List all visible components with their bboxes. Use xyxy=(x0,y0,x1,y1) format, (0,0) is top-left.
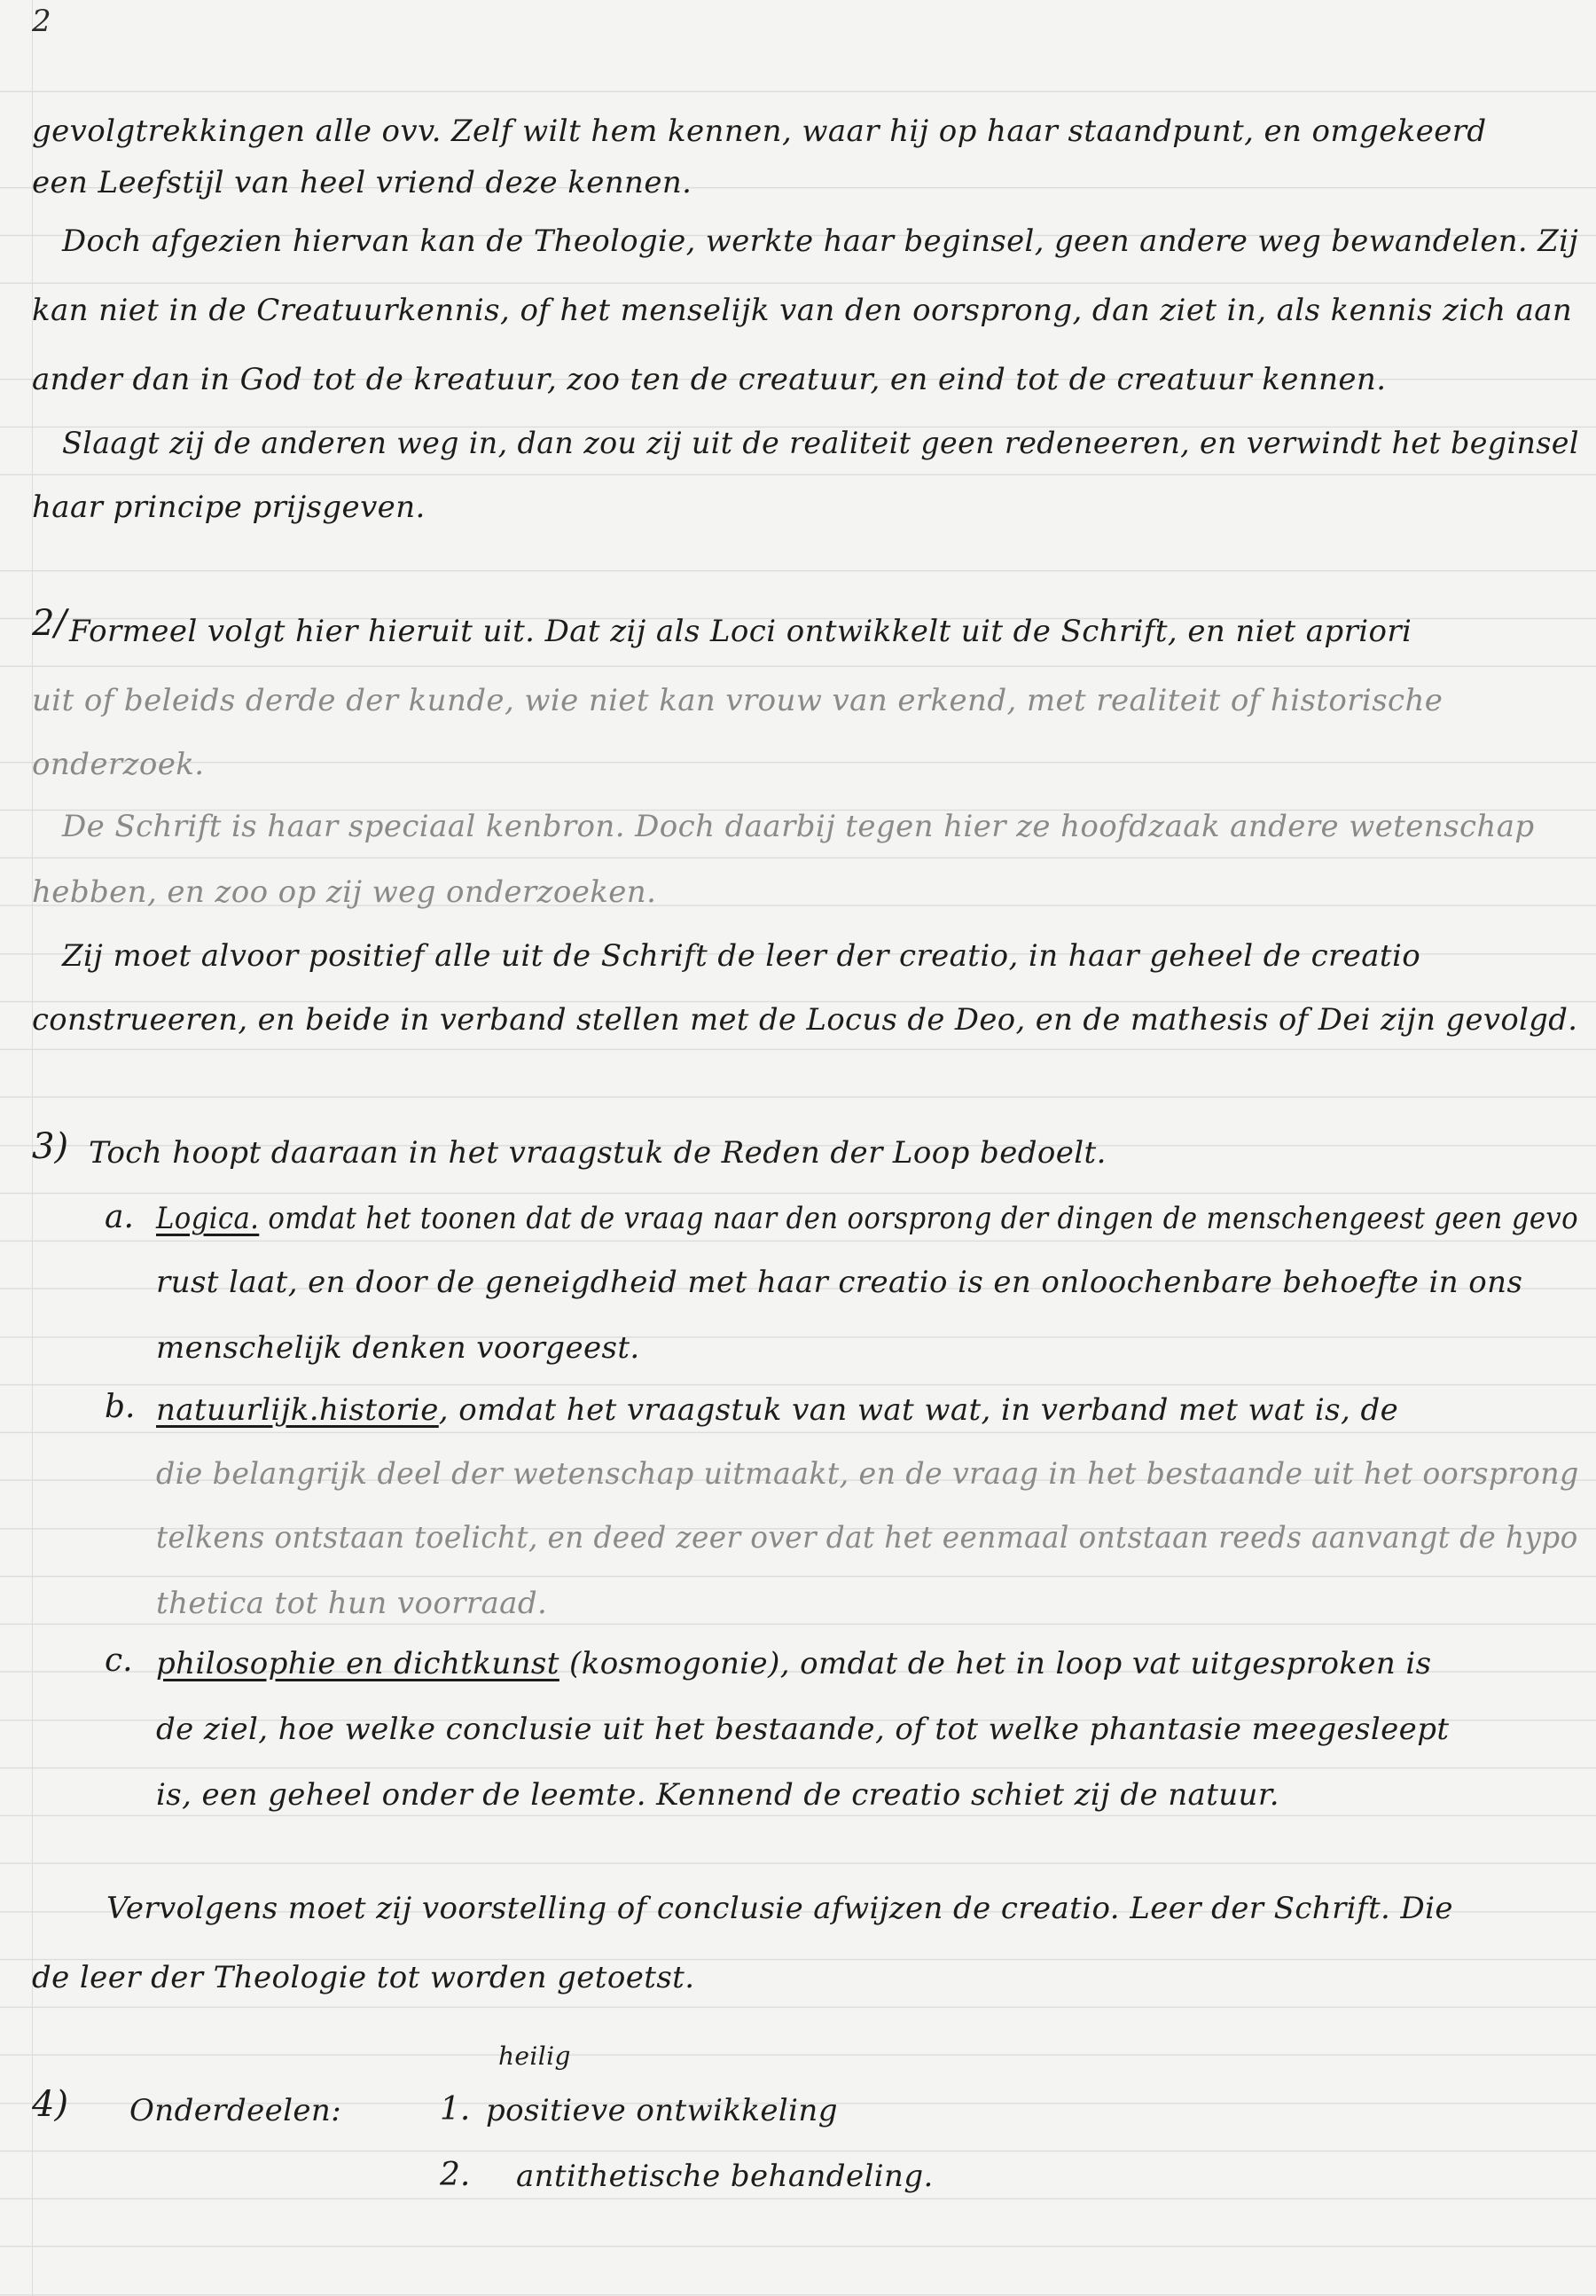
text-line: De Schrift is haar speciaal kenbron. Doch daarbij tegen hier ze hoofdzaak andere wetenschap xyxy=(62,809,1535,844)
text-line: de leer der Theologie tot worden getoetst. xyxy=(32,1960,695,1995)
text-line: Slaagt zij de anderen weg in, dan zou zij uit de realiteit geen redeneeren, en verwindt het beginsel xyxy=(62,426,1579,461)
text-line: de ziel, hoe welke conclusie uit het bestaande, of tot welke phantasie meegesleept xyxy=(156,1712,1450,1747)
text-line: telkens ontstaan toelicht, en deed zeer over dat het eenmaal ontstaan reeds aanvangt de hypo xyxy=(156,1520,1578,1555)
text-line: Toch hoopt daaraan in het vraagstuk de Reden der Loop bedoelt. xyxy=(89,1135,1107,1171)
item-number-1: 1. xyxy=(440,2091,471,2128)
subdivisions-label: Onderdeelen: xyxy=(129,2093,342,2128)
item-marker-b: b. xyxy=(105,1389,136,1425)
item-heading: natuurlijk.historie xyxy=(156,1392,439,1428)
text-line xyxy=(156,1646,1431,1681)
text-line: gevolgtrekkingen alle ovv. Zelf wilt hem kennen, waar hij op haar staandpunt, en omgekeerd xyxy=(32,114,1487,149)
text-line: is, een geheel onder de leemte. Kennend de creatio schiet zij de natuur. xyxy=(156,1777,1279,1813)
item-text: omdat het toonen dat de vraag naar den oorsprong der dingen de menschengeest geen gevo xyxy=(268,1201,1579,1236)
text-line: die belangrijk deel der wetenschap uitmaakt, en de vraag in het bestaande uit het oorsprong xyxy=(156,1456,1579,1492)
item-text: (kosmogonie), omdat de het in loop vat uitgesproken is xyxy=(559,1646,1432,1681)
text-line: onderzoek. xyxy=(32,747,205,782)
item-heading: Logica. xyxy=(156,1201,260,1236)
text-line: rust laat, en door de geneigdheid met haar creatio is en onloochenbare behoefte in ons xyxy=(156,1265,1523,1300)
text-line: kan niet in de Creatuurkennis, of het menselijk van den oorsprong, dan ziet in, als kennis zich aan xyxy=(32,293,1573,328)
item-text: , omdat het vraagstuk van wat wat, in verband met wat is, de xyxy=(438,1392,1399,1428)
text-line: Zij moet alvoor positief alle uit de Schrift de leer der creatio, in haar geheel de creatio xyxy=(62,938,1421,974)
item-heading: philosophie en dichtkunst xyxy=(156,1646,559,1681)
page-number: 2 xyxy=(32,4,51,39)
text-line: Formeel volgt hier hieruit uit. Dat zij als Loci ontwikkelt uit de Schrift, en niet apriori xyxy=(69,614,1412,649)
section-marker-4: 4) xyxy=(32,2084,69,2125)
text-line: hebben, en zoo op zij weg onderzoeken. xyxy=(32,874,657,910)
section-marker-3: 3) xyxy=(32,1126,69,1167)
section-marker-2: 2/ xyxy=(32,603,66,644)
text-line: Doch afgezien hiervan kan de Theologie, werkte haar beginsel, geen andere weg bewandelen. Zij xyxy=(62,223,1579,259)
item-marker-a: a. xyxy=(105,1199,134,1235)
text-line: haar principe prijsgeven. xyxy=(32,490,426,525)
interlinear-note: heilig xyxy=(498,2041,571,2071)
text-line: ander dan in God tot de kreatuur, zoo ten de creatuur, en eind tot de creatuur kennen. xyxy=(32,362,1387,397)
subdivision-item: antithetische behandeling. xyxy=(516,2159,934,2194)
text-line: een Leefstijl van heel vriend deze kennen. xyxy=(32,165,692,200)
text-line: thetica tot hun voorraad. xyxy=(156,1586,548,1621)
item-marker-c: c. xyxy=(105,1642,133,1679)
text-line: uit of beleids derde der kunde, wie niet kan vrouw van erkend, met realiteit of historische xyxy=(32,683,1443,718)
text-line: menschelijk denken voorgeest. xyxy=(156,1330,640,1366)
text-line xyxy=(156,1201,1578,1236)
subdivision-item: positieve ontwikkeling xyxy=(486,2093,838,2128)
text-line xyxy=(156,1392,1398,1428)
item-number-2: 2. xyxy=(440,2157,471,2193)
text-line: Vervolgens moet zij voorstelling of conclusie afwijzen de creatio. Leer der Schrift. Die xyxy=(106,1891,1453,1926)
text-line: construeeren, en beide in verband stellen met de Locus de Deo, en de mathesis of Dei zijn gevolgd. xyxy=(32,1002,1578,1038)
